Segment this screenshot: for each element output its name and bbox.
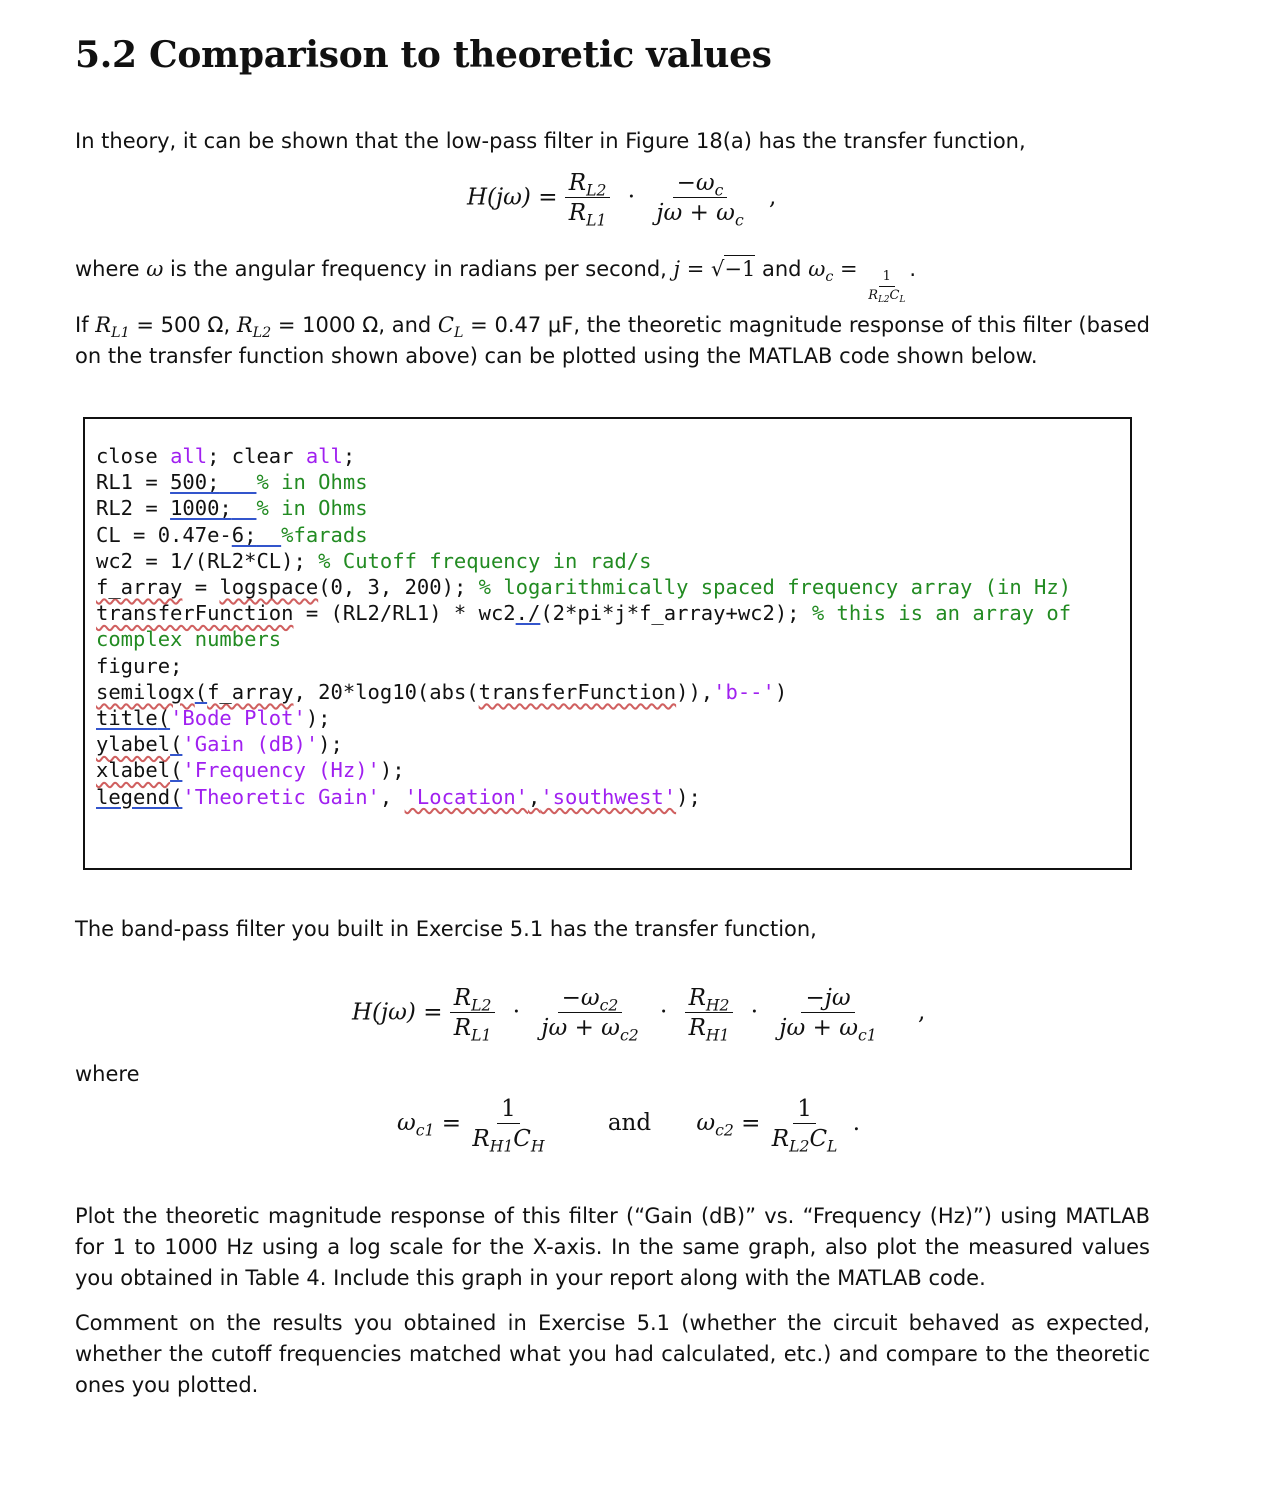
plot-instructions-paragraph: Plot the theoretic magnitude response of this filter (“Gain (dB)” vs. “Frequency (Hz)”) using MATLAB for 1 to 1000 Hz using a log scale for the X-axis. In the same graph, also plot the measured values you obtained in Table 4. Include this graph in your report along with the MATLAB code. [75, 1204, 1150, 1290]
eq3-fraction-d: $\frac{-j\omega}{j\omega + \omega_{c1}}$ [779, 985, 877, 1045]
bandpass-transfer-function: H(jω) = $\frac{R_{L2}}{R_{L1}}$ · $\frac{-\omega_{c2}}{j\omega + \omega_{c2}}$ · $\frac{R_{H2}}{R_{H1}}$ · $\frac{-j\omega}{j\omega + \omega_{c1}}$ , [352, 985, 926, 1045]
bandpass-intro-paragraph: The band-pass filter you built in Exercise 5.1 has the transfer function, [75, 917, 817, 941]
comment-instructions-paragraph: Comment on the results you obtained in Exercise 5.1 (whether the circuit behaved as expected, whether the cutoff frequencies matched what you had calculated, etc.) and compare to the theoretic ones you plotted. [75, 1311, 1150, 1397]
eq3-fraction-b: $\frac{-\omega_{c2}}{j\omega + \omega_{c2}}$ [541, 985, 639, 1045]
where-label: where [75, 1062, 140, 1086]
matlab-code: close all; clear all; RL1 = 500; % in Ohms RL2 = 1000; % in Ohms CL = 0.47e-6; %farads wc2 = 1/(RL2*CL); % Cutoff frequency in rad/s f_array = logspace(0, 3, 200); % logarithmically spaced frequency array (in Hz) transferFunction = (RL2/RL1) * wc2./(2*pi*j*f_array+wc2); % this is an array of complex numbers figure; semilogx(f_array, 20*log10(abs(transferFunction)),'b--') title('Bode Plot'); ylabel('Gain (dB)'); xlabel('Frequency (Hz)'); legend('Theoretic Gain', 'Location','southwest'); [96, 444, 1084, 809]
omega-definition-paragraph: where ω is the angular frequency in radians per second, j = √−1 and $\omega_c$ = $\frac{1}{R_{L2}C_L}$ . [75, 257, 917, 306]
intro-paragraph: In theory, it can be shown that the low-pass filter in Figure 18(a) has the transfer function, [75, 129, 1026, 153]
section-heading: 5.2 Comparison to theoretic values [75, 34, 772, 76]
component-values-paragraph: If $R_{L1} = 500$ Ω, $R_{L2} = 1000$ Ω, and $C_L = 0.47$ μF, the theoretic magnitude response of this filter (based on the transfer function shown above) can be plotted using the MATLAB code shown below. [75, 313, 1150, 368]
cutoff-fraction: $\frac{1}{R_{L2}C_L}$ [868, 269, 906, 306]
eq1-lhs: H(jω) = [467, 184, 558, 211]
eq3-fraction-c: $\frac{R_{H2}}{R_{H1}}$ [685, 985, 734, 1042]
lowpass-transfer-function: H(jω) = $\frac{R_{L2}}{R_{L1}}$ · $\frac{-\omega_c}{j\omega + \omega_c}$ , [467, 170, 777, 230]
eq4-fraction-wc2: $\frac{1}{R_{L2}C_L}$ [771, 1096, 838, 1156]
eq4-fraction-wc1: $\frac{1}{R_{H1}C_H}$ [472, 1096, 545, 1156]
cutoff-definitions: $\omega_{c1}$ = $\frac{1}{R_{H1}C_H}$ and $\omega_{c2}$ = $\frac{1}{R_{L2}C_L}$ . [397, 1096, 861, 1156]
eq3-fraction-a: $\frac{R_{L2}}{R_{L1}}$ [450, 985, 496, 1042]
eq1-fraction-cutoff: $\frac{-\omega_c}{j\omega + \omega_c}$ [656, 170, 744, 230]
eq1-fraction-ratio: $\frac{R_{L2}}{R_{L1}}$ [565, 170, 611, 227]
